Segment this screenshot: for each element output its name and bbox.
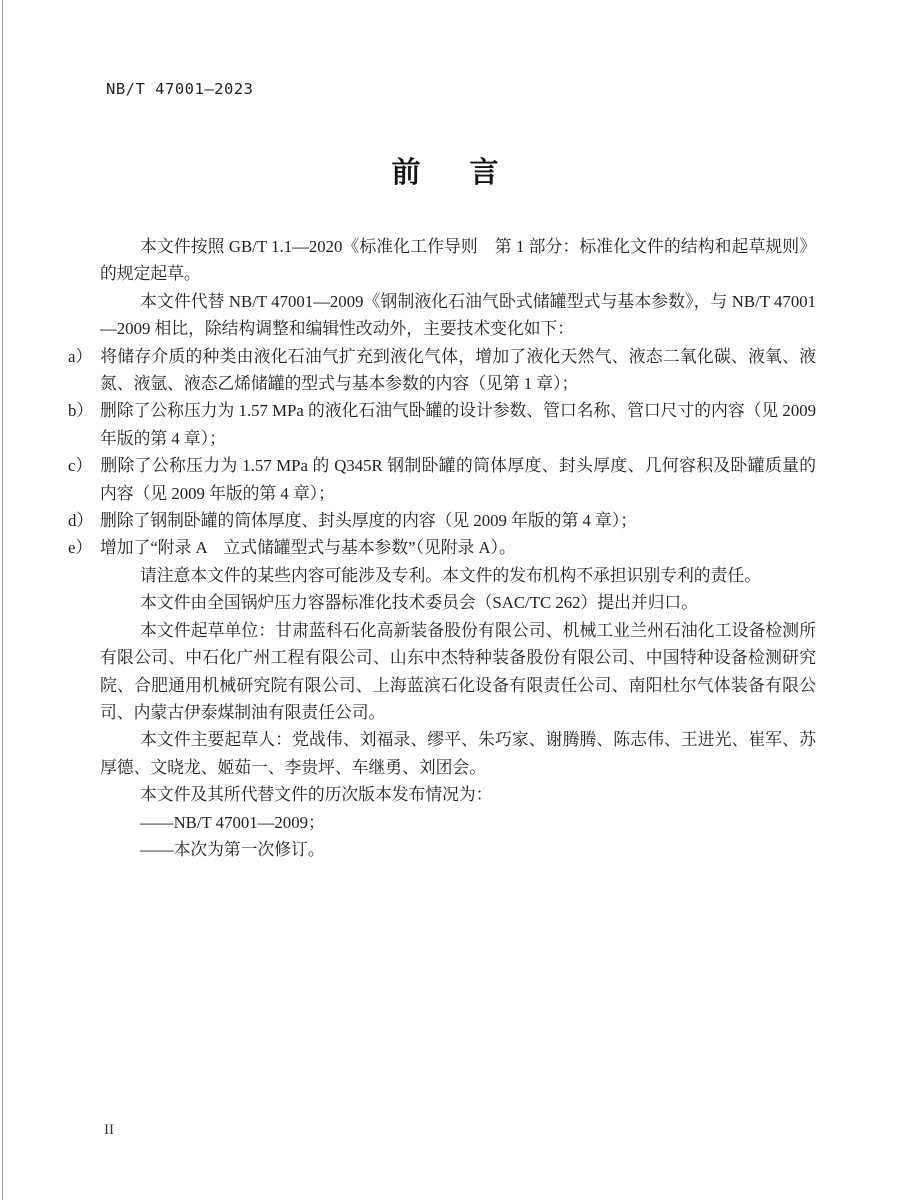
change-item-b-text: 删除了公称压力为 1.57 MPa 的液化石油气卧罐的设计参数、管口名称、管口尺寸的内容（见 2009 年版的第 4 章）； [100, 401, 816, 448]
change-item-d [68, 507, 816, 534]
standard-number: NB/T 47001—2023 [106, 80, 254, 98]
paragraph-drafting-organizations: 本文件起草单位：甘肃蓝科石化高新装备股份有限公司、机械工业兰州石油化工设备检测所有限公司、中石化广州工程有限公司、山东中杰特种装备股份有限公司、中国特种设备检测研究院、合肥通用机械研究院有限公司、上海蓝滨石化设备有限责任公司、南阳杜尔气体装备有限公司、内蒙古伊泰煤制油有限责任公司。 [100, 620, 816, 722]
foreword-content [68, 233, 816, 863]
change-item-c-marker: c） [68, 456, 93, 476]
change-item-d-marker: d） [68, 511, 94, 531]
change-item-a-text: 将储存介质的种类由液化石油气扩充到液化气体，增加了液化天然气、液态二氧化碳、液氧、液氮、液氩、液态乙烯储罐的型式与基本参数的内容（见第 1 章）； [100, 346, 816, 394]
paragraph-replaces-standard: 本文件代替 NB/T 47001—2009《钢制液化石油气卧式储罐型式与基本参数》，与 NB/T 47001—2009 相比，除结构调整和编辑性改动外，主要技术变化如下： [100, 291, 816, 339]
change-item-a-marker: a） [68, 346, 93, 366]
change-item-e [68, 534, 816, 561]
change-item-c-text: 删除了公称压力为 1.57 MPa 的 Q345R 钢制卧罐的筒体厚度、封头厚度、几何容积及卧罐质量的内容（见 2009 年版的第 4 章）； [100, 456, 816, 503]
change-item-b-marker: b） [68, 401, 94, 421]
page-title: 前 言 [391, 157, 509, 189]
paragraph-drafting-rules: 本文件按照 GB/T 1.1—2020《标准化工作导则 第 1 部分：标准化文件的结构和起草规则》的规定起草。 [100, 237, 816, 284]
change-item-e-text: 增加了“附录 A 立式储罐型式与基本参数”（见附录 A）。 [100, 538, 516, 558]
change-item-a [68, 343, 816, 398]
version-history-item-revision: ——本次为第一次修订。 [140, 839, 325, 859]
paragraph-patent-notice: 请注意本文件的某些内容可能涉及专利。本文件的发布机构不承担识别专利的责任。 [140, 565, 761, 585]
change-item-e-marker: e） [68, 538, 93, 558]
version-history-item-2009: ——NB/T 47001—2009； [140, 812, 325, 832]
change-item-b [68, 397, 816, 452]
change-item-d-text: 删除了钢制卧罐的筒体厚度、封头厚度的内容（见 2009 年版的第 4 章）； [100, 511, 637, 531]
page-number: II [104, 1122, 114, 1138]
paragraph-drafters: 本文件主要起草人：党战伟、刘福录、缪平、朱巧家、谢腾腾、陈志伟、王进光、崔军、苏厚德、文晓龙、姬茹一、李贵坪、车继勇、刘团会。 [100, 730, 816, 777]
paragraph-version-history-intro: 本文件及其所代替文件的历次版本发布情况为： [140, 785, 493, 805]
paragraph-committee: 本文件由全国锅炉压力容器标准化技术委员会（SAC/TC 262）提出并归口。 [140, 593, 698, 613]
change-item-c [68, 452, 816, 507]
